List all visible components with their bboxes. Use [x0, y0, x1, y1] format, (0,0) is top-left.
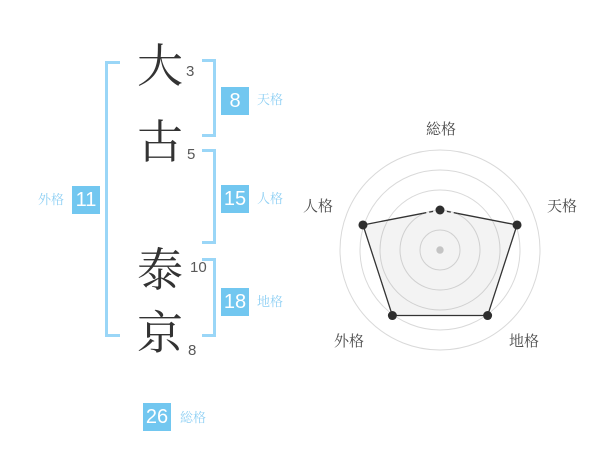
radar-polygon	[363, 210, 517, 316]
stroke-count: 5	[187, 146, 196, 163]
radar-vertex-dot	[513, 220, 522, 229]
tenkaku-label: 天格	[257, 92, 284, 107]
jinkaku-bracket	[202, 149, 216, 244]
gaikaku-label: 外格	[38, 192, 65, 207]
radar-center-dot	[436, 246, 443, 253]
stroke-count: 8	[188, 342, 197, 359]
name-character: 古	[137, 116, 183, 168]
jinkaku-label: 人格	[257, 191, 284, 206]
radar-axis-label: 外格	[333, 333, 365, 350]
name-character: 大	[137, 40, 183, 92]
jinkaku-badge: 15	[221, 185, 249, 213]
radar-vertex-dot	[483, 311, 492, 320]
chikaku-label: 地格	[257, 294, 284, 309]
name-character: 泰	[137, 244, 183, 296]
radar-vertex-dot	[436, 206, 445, 215]
radar-axis-label: 天格	[546, 198, 578, 215]
radar-axis-label: 地格	[508, 333, 540, 350]
stroke-count: 10	[190, 259, 207, 276]
chikaku-badge: 18	[221, 288, 249, 316]
gaikaku-badge: 11	[72, 186, 100, 214]
name-character: 京	[137, 307, 183, 359]
radar-vertex-dot	[358, 220, 367, 229]
radar-vertex-dot	[388, 311, 397, 320]
radar-chart	[300, 110, 600, 365]
radar-axis-label: 総格	[425, 121, 457, 138]
soukaku-label: 総格	[180, 410, 207, 425]
stroke-count: 3	[186, 63, 195, 80]
radar-axis-label: 人格	[302, 198, 334, 215]
tenkaku-badge: 8	[221, 87, 249, 115]
tenkaku-bracket	[202, 59, 216, 137]
gaikaku-bracket	[105, 61, 120, 337]
soukaku-badge: 26	[143, 403, 171, 431]
